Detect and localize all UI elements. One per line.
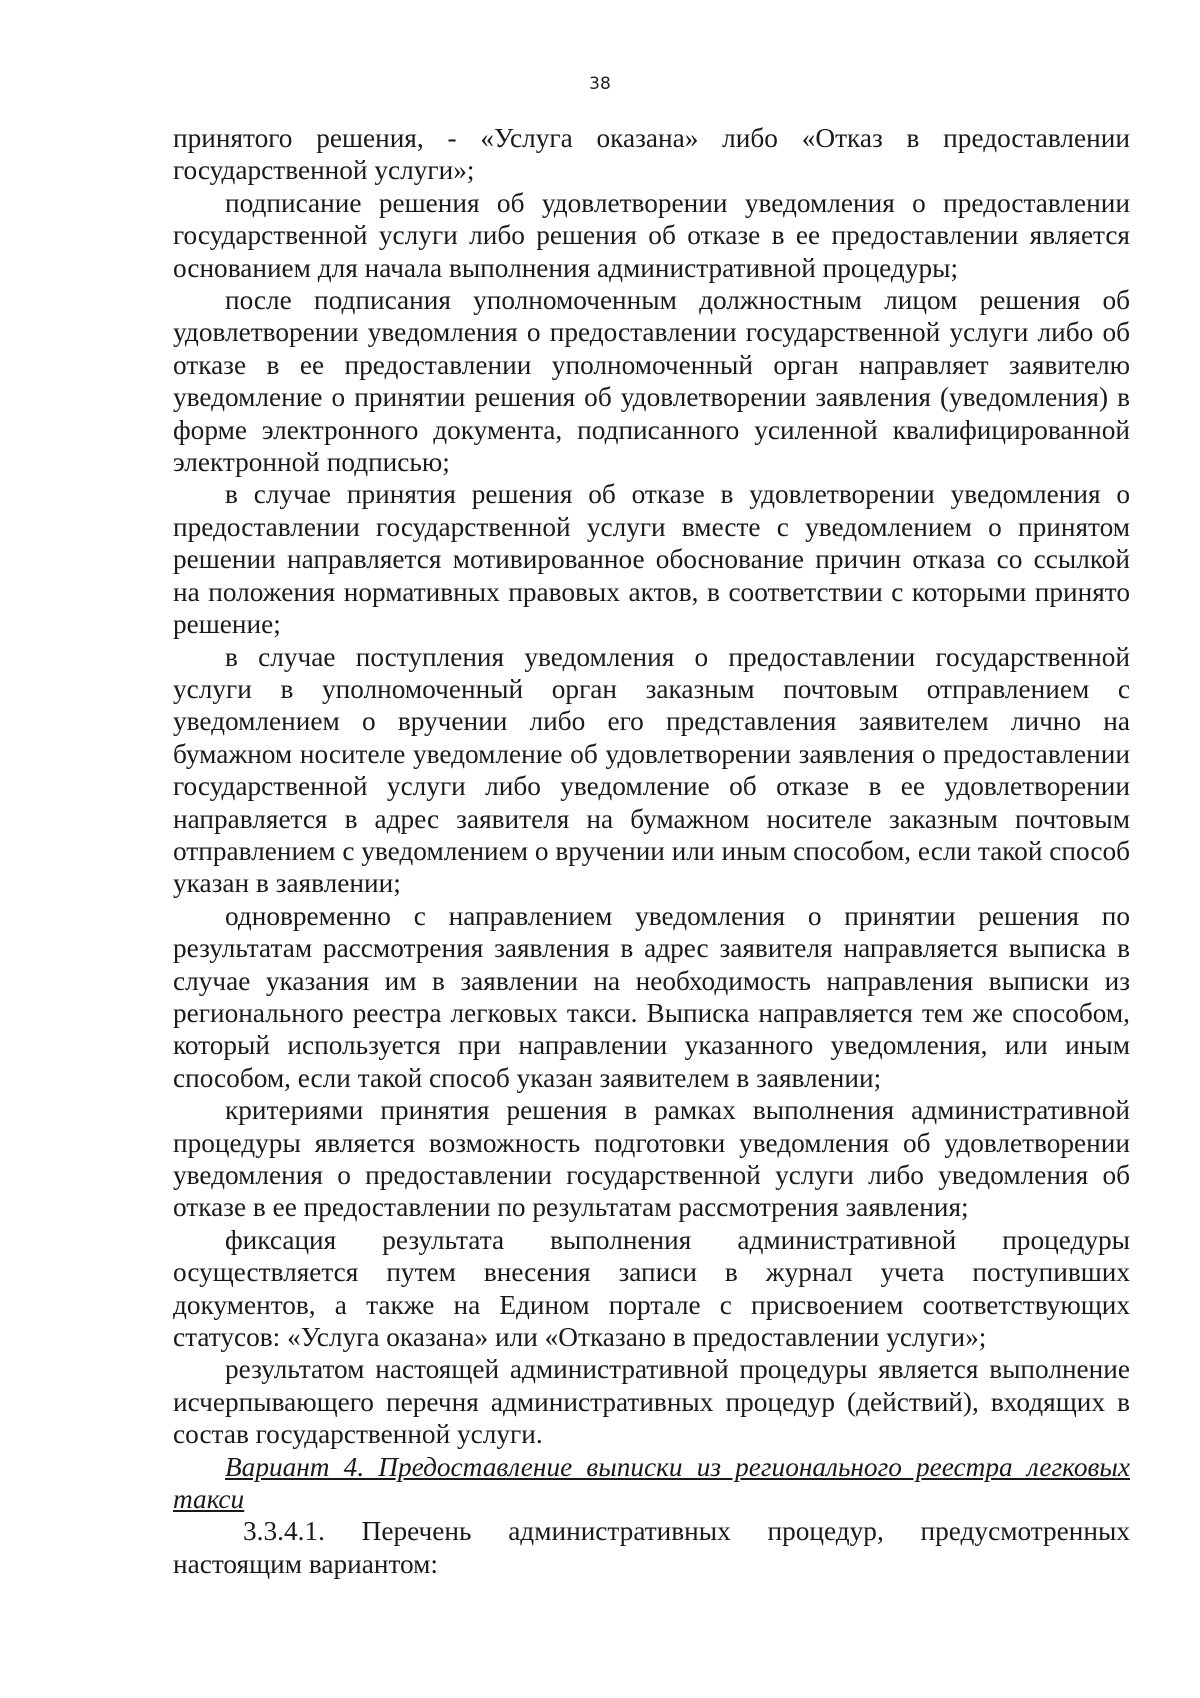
paragraph-procedure-result: результатом настоящей административной процедуры является выполнение исчерпывающего перечня административных процедур (действий), входящих в состав государственной услуги. xyxy=(173,1354,1130,1450)
paragraph-extract-sending: одновременно с направлением уведомления о принятии решения по результатам рассмотрения заявления в адрес заявителя направляется выписка в случае указания им в заявлении на необходимость направления выписки из регионального реестра легковых такси. Выписка направляется тем же способом, который используется при направлении указанного уведомления, или иным способом, если такой способ указан заявителем в заявлении; xyxy=(173,900,1130,1093)
document-body xyxy=(173,122,1130,1580)
paragraph-refusal-case: в случае принятия решения об отказе в удовлетворении уведомления о предоставлении государственной услуги вместе с уведомлением о принятом решении направляется мотивированное обоснование причин отказа со ссылкой на положения нормативных правовых актов, в соответствии с которыми принято решение; xyxy=(173,479,1130,640)
numbered-item: 3.3.4.1. Перечень административных процедур, предусмотренных настоящим вариантом: xyxy=(173,1516,1130,1579)
variant-heading: Вариант 4. Предоставление выписки из регионального реестра легковых такси xyxy=(173,1451,1130,1515)
paragraph-decision-criteria: критериями принятия решения в рамках выполнения административной процедуры является возможность подготовки уведомления об удовлетворении уведомления о предоставлении государственной услуги либо уведомления об отказе в ее предоставлении по результатам рассмотрения заявления; xyxy=(173,1095,1130,1223)
paragraph-after-signing: после подписания уполномоченным должностным лицом решения об удовлетворении уведомления о предоставлении государственной услуги либо об отказе в ее предоставлении уполномоченный орган направляет заявителю уведомление о принятии решения об удовлетворении заявления (уведомления) в форме электронного документа, подписанного усиленной квалифицированной электронной подписью; xyxy=(173,285,1130,478)
paragraph-decision-status: принятого решения, - «Услуга оказана» либо «Отказ в предоставлении государственной услуги»; xyxy=(173,123,1130,186)
paragraph-signing-basis: подписание решения об удовлетворении уведомления о предоставлении государственной услуги либо решения об отказе в ее предоставлении является основанием для начала выполнения административной процедуры; xyxy=(173,187,1130,283)
paragraph-postal-case: в случае поступления уведомления о предоставлении государственной услуги в уполномоченный орган заказным почтовым отправлением с уведомлением о вручении либо его представления заявителем лично на бумажном носителе уведомление об удовлетворении заявления о предоставлении государственной услуги либо уведомление об отказе в ее удовлетворении направляется в адрес заявителя на бумажном носителе заказным почтовым отправлением с уведомлением о вручении или иным способом, если такой способ указан в заявлении; xyxy=(173,641,1130,899)
paragraph-result-fixation: фиксация результата выполнения административной процедуры осуществляется путем внесения записи в журнал учета поступивших документов, а также на Едином портале с присвоением соответствующих статусов: «Услуга оказана» или «Отказано в предоставлении услуги»; xyxy=(173,1224,1130,1353)
page-number: 38 xyxy=(589,74,611,94)
